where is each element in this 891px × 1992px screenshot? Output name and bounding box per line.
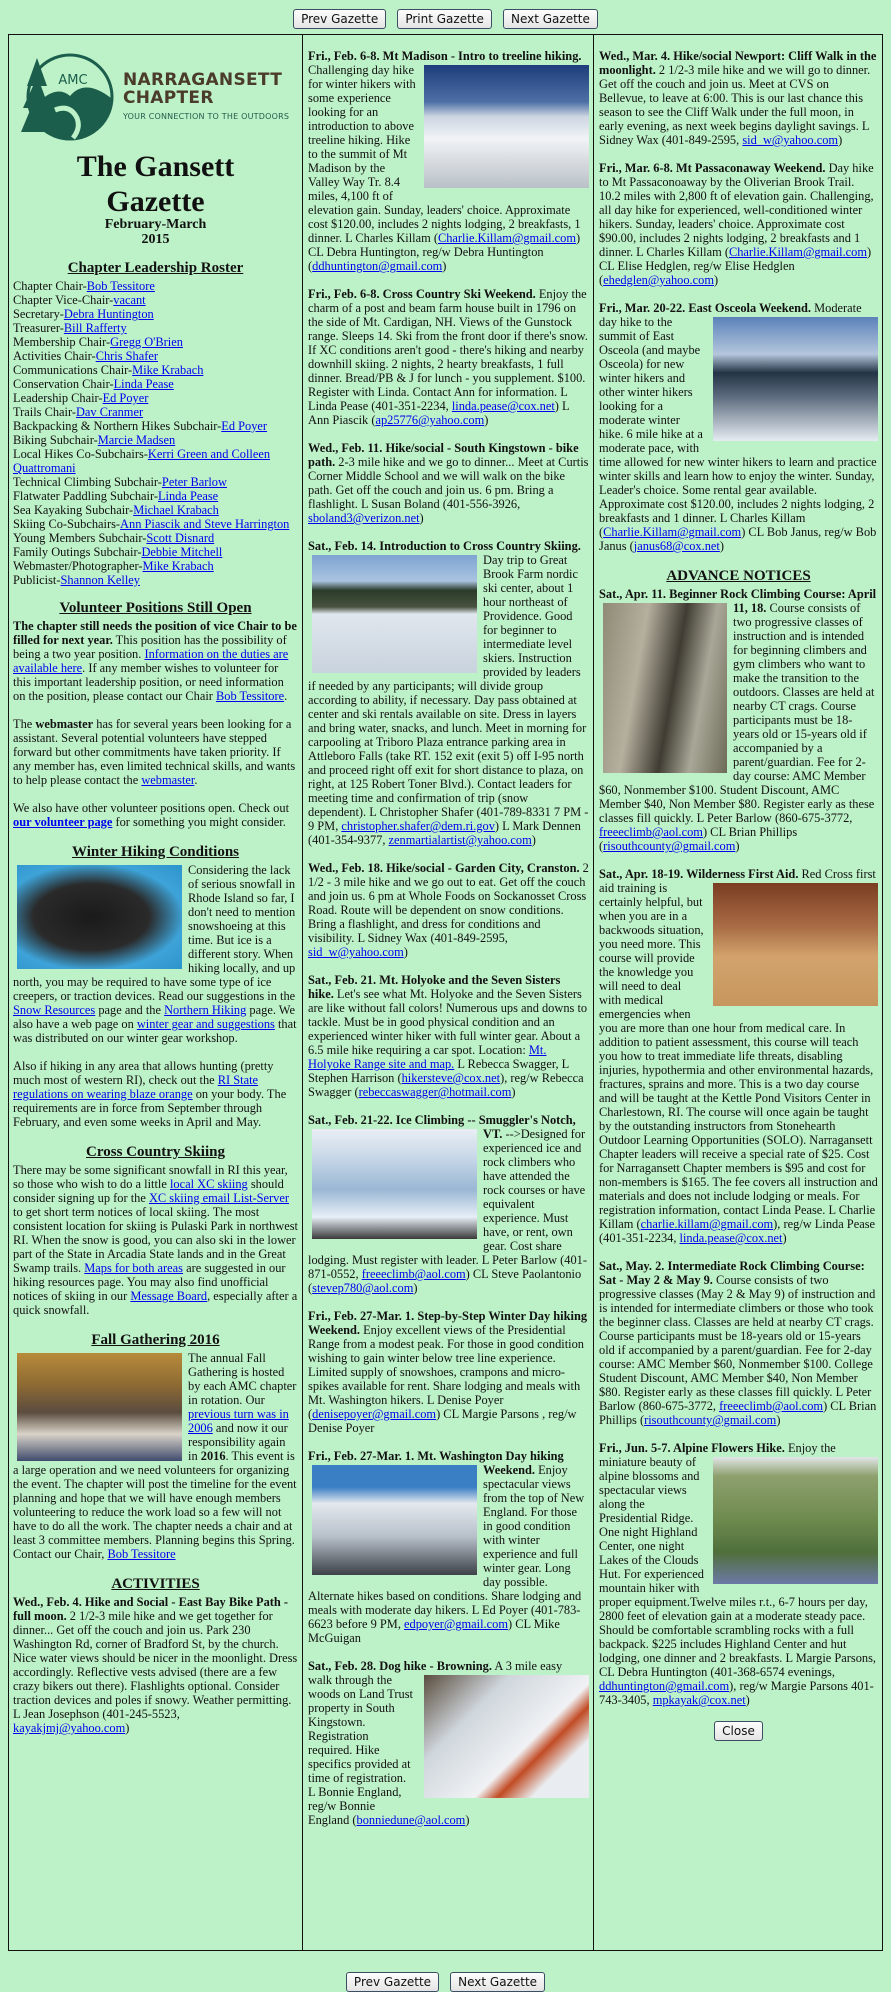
ice-creeper-boot-photo: [17, 865, 182, 969]
body-text: .: [284, 689, 288, 703]
roster-name-link[interactable]: Debbie Mitchell: [141, 545, 223, 559]
bold-text: Sat., Feb. 21. Mt. Holyoke and the Seven Sisters hike.: [308, 973, 561, 1001]
body-text: ) CL Steve Paolantonio (: [308, 1267, 582, 1295]
body-text: ): [719, 539, 724, 553]
inline-link[interactable]: sid_w@yahoo.com: [742, 133, 839, 147]
body-text: We also have other volunteer positions open. Check out: [13, 801, 290, 815]
bold-text: Wed., Feb. 11. Hike/social - South Kingstown - bike path.: [308, 441, 579, 469]
body-text: ) CL Elise Hedglen, reg/w Elise Hedglen (: [599, 245, 872, 287]
fall-heading: Fall Gathering 2016: [91, 1332, 220, 1348]
body-text: Course consists of two progressive classes (May 2 & May 9) of instruction and is intended for intermediate climbers or those who took the beginner class. Classes are held at nearby CT crags. Course participants must be 18-years old or 15-years old if accompanied by a parent/guardian. Fee for 2-day course: AMC Member $60, Nonmember $100. College Student Discount, AMC Member $40, Non Member $80. Register early as these classes fill quickly. L Peter Barlow (860-675-3772,: [599, 1273, 876, 1413]
advance-list: [599, 587, 878, 1707]
inline-link[interactable]: zenmartialartist@yahoo.com: [388, 833, 532, 847]
event-feb28: [308, 1659, 589, 1827]
left-column: [9, 35, 302, 1950]
roster-item: [13, 363, 298, 377]
roster-name-link[interactable]: Marcie Madsen: [97, 433, 176, 447]
roster-role: Chapter Chair-: [13, 279, 87, 293]
inline-link[interactable]: stevep780@aol.com: [312, 1281, 414, 1295]
advance-heading: ADVANCE NOTICES: [666, 568, 811, 584]
body-text: page. We also have a web page on: [13, 1003, 295, 1031]
body-text: Day trip to Great Brook Farm nordic ski center, about 1 hour northeast of Providence. Good for beginner to intermediate level skiers. Instruction provided by leaders if needed by any participants; will divide group according to ability, if necessary. Day pass obtained at center and ski rentals available on site. Dress in layers and bring water, snacks, and lunch. Meet in morning for carpooling at Triboro Plaza entrance parking area in Attleboro Falls (take RT. 152 exit (exit 5) off I-95 north and proceed right off exit for short distance to plaza, on right, at 125 Robert Toner Blvd.). Contact leaders for meeting time and confirmation of trip (snow dependent). L Christopher Shafer (401-789-8331 7 PM - 9 PM,: [308, 553, 589, 833]
inline-link[interactable]: winter gear and suggestions: [136, 1017, 275, 1031]
bold-text: The chapter still needs the position of vice Chair to be filled for next year.: [13, 619, 297, 647]
body-text: ), reg/w Linda Pease (401-351-2234,: [599, 1217, 876, 1245]
body-text: has for several years been looking for a assistant. Several potential volunteers have stepped forward but other commitments have taken priority. If any member has, even limited technical skills, and wants to help please contact the: [13, 717, 296, 787]
body-text: ) CL Mike McGuigan: [308, 1617, 560, 1645]
event-feb14: [308, 539, 589, 847]
body-text: ): [782, 1231, 787, 1245]
print-gazette-button[interactable]: Print Gazette: [397, 9, 492, 29]
body-text: ) CL Bob Janus, reg/w Bob Janus (: [599, 525, 877, 553]
body-text: L Rebecca Swagger, L Stephen Harrison (: [308, 1057, 569, 1085]
amc-logo-text: AMC: [58, 73, 88, 88]
body-text: ) L Mark Dennen (401-354-9377,: [308, 819, 581, 847]
roster-name-link[interactable]: Peter Barlow: [161, 475, 227, 489]
inline-link[interactable]: mpkayak@cox.net: [652, 1693, 746, 1707]
roster-item: [13, 559, 298, 573]
body-text: .: [194, 773, 198, 787]
roster-name-link[interactable]: Ed Poyer: [102, 391, 149, 405]
body-text: on your body. The requirements are in force from September through February, and even some weeks in April and May.: [13, 1087, 287, 1129]
event-may2: [599, 1259, 878, 1427]
roster-role: Publicist-: [13, 573, 61, 587]
leadership-roster: [13, 279, 298, 587]
event-mar4: [599, 49, 878, 147]
roster-name-link[interactable]: Bob Tessitore: [86, 279, 155, 293]
event-feb11: [308, 441, 589, 525]
event-feb21ice: [308, 1113, 589, 1295]
bold-text: Wed., Mar. 4. Hike/social Newport: Cliff Walk in the moonlight.: [599, 49, 877, 77]
roster-name-link[interactable]: Kerri Green and Colleen Quattromani: [13, 447, 271, 475]
bold-text: Wed., Feb. 4. Hike and Social - East Bay Bike Path - full moon.: [13, 1595, 289, 1623]
roster-item: [13, 391, 298, 405]
xc-skiers-field-photo: [312, 555, 477, 673]
inline-link[interactable]: janus68@cox.net: [633, 539, 720, 553]
body-text: ) CL Brian Phillips (: [599, 1399, 877, 1427]
body-text: ), reg/w Rebecca Swagger (: [308, 1071, 584, 1099]
inline-link[interactable]: freeeclimb@aol.com: [599, 825, 703, 839]
roster-name-link[interactable]: Chris Shafer: [95, 349, 158, 363]
gazette-table: [8, 34, 883, 1951]
inline-link[interactable]: denisepoyer@gmail.com: [312, 1407, 437, 1421]
roster-role: Skiing Co-Subchairs-: [13, 517, 121, 531]
body-text: ) L Ann Piascik (: [308, 399, 570, 427]
inline-link[interactable]: Charlie.Killam@gmail.com: [603, 525, 742, 539]
body-text: should consider signing up for the: [13, 1177, 284, 1205]
paragraph: [13, 717, 298, 787]
event-feb4: [13, 1595, 298, 1735]
body-text: Enjoy the charm of a post and beam farm house built in 1796 on the side of Mt. Cardigan, NH. Views of the Gunstock range. Sleeps 14. Ski from the front door if there's snow. If XC conditions aren't good - there's hiking and nearby downhill skiing. 2 nights, 2 hearty breakfasts, 1 full dinner. Bread/PB & J for lunch - you supplement. $100. Register with Linda. Contact Ann for information. L Linda Pease (401-351-2234,: [308, 287, 588, 413]
body-text: ): [413, 1281, 418, 1295]
roster-role: Technical Climbing Subchair-: [13, 475, 162, 489]
inline-link[interactable]: sid_w@yahoo.com: [308, 945, 404, 959]
event-apr11: [599, 587, 878, 853]
roster-role: Flatwater Paddling Subchair-: [13, 489, 158, 503]
next-gazette-button[interactable]: Next Gazette: [503, 9, 598, 29]
roster-item: [13, 419, 298, 433]
inline-link[interactable]: webmaster: [141, 773, 195, 787]
roster-role: Webmaster/Photographer-: [13, 559, 143, 573]
roster-item: [13, 489, 298, 503]
activities-list-col3: [599, 49, 878, 553]
roster-name-link[interactable]: Ed Poyer: [221, 419, 268, 433]
top-nav: [0, 9, 891, 29]
prev-gazette-button-bottom[interactable]: Prev Gazette: [346, 1972, 439, 1992]
body-text: ): [442, 259, 447, 273]
body-text: Let's see what Mt. Holyoke and the Seven Sisters are like without fall colors! Numerous ups and downs to tackle. Must be in good physical condition and an experienced winter hiker with full winter gear. About a 6.5 mile hike requiring a car spot. Location:: [308, 987, 588, 1057]
fall-section: [13, 1351, 298, 1561]
inline-link[interactable]: charlie.killam@gmail.com: [640, 1217, 774, 1231]
paragraph: [13, 1059, 298, 1129]
inline-link[interactable]: linda.pease@cox.net: [679, 1231, 783, 1245]
inline-link[interactable]: sboland3@verizon.net: [308, 511, 420, 525]
roster-role: Biking Subchair-: [13, 433, 98, 447]
gazette-title-line2: Gazette: [106, 185, 205, 218]
body-text: Day hike to Mt Passaconoaway by the Oliverian Brook Trail. 10.2 miles with 2,800 ft of elevation gain. Challenging, all day hike for experienced, well-conditioned winter hikers. Sunday, leaders' choice. Approximate cost $90.00, includes 2 nights lodging, 2 breakfasts and 1 dinner. L Charles Killam (: [599, 161, 874, 259]
roster-item: [13, 531, 298, 545]
body-text: Considering the lack of serious snowfall in Rhode Island so far, I don't need to mention snowshoeing at this time. But ice is a different story. When hiking locally, and up north, you may be required to have some type of ice creepers, or traction devices. Read our suggestions in the: [13, 863, 296, 1003]
activities-list-col1: [13, 1595, 298, 1735]
bold-text: Fri., Feb. 6-8. Cross Country Ski Weekend.: [308, 287, 536, 301]
body-text: A 3 mile easy walk through the woods on Land Trust property in South Kingstown. Registration required. Hike specifics provided at time of registration. L Bonnie England, reg/w Bonnie England (: [308, 1659, 563, 1827]
roster-item: [13, 335, 298, 349]
roster-name-link[interactable]: Mike Krabach: [142, 559, 214, 573]
inline-link[interactable]: ap25776@yahoo.com: [375, 413, 485, 427]
event-feb6a: [308, 49, 589, 273]
inline-link[interactable]: ddhuntington@gmail.com: [312, 259, 443, 273]
bold-text: Sat., Apr. 11. Beginner Rock Climbing Course: April 11, 18.: [599, 587, 877, 615]
body-text: that was distributed on our winter gear workshop.: [13, 1017, 297, 1045]
close-button[interactable]: Close: [714, 1721, 763, 1741]
fall-gathering-buffet-photo: [17, 1353, 182, 1461]
inline-link[interactable]: linda.pease@cox.net: [451, 399, 555, 413]
body-text: to get short term notices of local skiing. The most consistent location for skiing is Pulaski Park in northwest RI. When the snow is good, you can also ski in the lower part of the State in Arcadia State lands and in the Great Swamp trails.: [13, 1205, 298, 1275]
inline-link[interactable]: Bob Tessitore: [107, 1547, 176, 1561]
event-feb6b: [308, 287, 589, 427]
body-text: and now it our responsibility again in: [188, 1421, 288, 1463]
roster-role: Activities Chair-: [13, 349, 96, 363]
activities-heading: ACTIVITIES: [111, 1576, 200, 1592]
xc-heading: Cross Country Skiing: [86, 1144, 225, 1160]
body-text: ) CL Brian Phillips (: [599, 825, 798, 853]
activities-list-col2: [308, 49, 589, 1827]
body-text: 2 1/2-3 mile hike and we get together for dinner... Get off the couch and join us. Park 230 Washington Rd, corner of Bradford St, by the church. Nice water views should be nicer in the moonlight. Dress accordingly. Reflective vests advised (there are a few crazy bikers out there). Flashlights optional. Consider traction devices and poles if snowy. Weather permitting. L Jean Josephson (401-245-5523,: [13, 1609, 298, 1721]
inline-link[interactable]: risouthcounty@gmail.com: [603, 839, 736, 853]
inline-link[interactable]: kayakjmj@yahoo.com: [13, 1721, 126, 1735]
event-jun5: [599, 1441, 878, 1707]
gazette-title-line1: The Gansett: [76, 150, 235, 183]
roster-name-link[interactable]: Bill Rafferty: [63, 321, 127, 335]
ice-climbing-photo: [312, 1129, 477, 1239]
next-gazette-button-bottom[interactable]: Next Gazette: [450, 1972, 545, 1992]
roster-heading: Chapter Leadership Roster: [67, 260, 244, 276]
body-text: ): [745, 1693, 750, 1707]
roster-role: Local Hikes Co-Subchairs-: [13, 447, 148, 461]
bottom-nav: [0, 1972, 891, 1992]
roster-item: [13, 475, 298, 489]
body-text: are suggested in our hiking resources page. You may also find unofficial notices of skiing in our: [13, 1261, 286, 1303]
rock-climber-photo: [603, 603, 727, 773]
inline-link[interactable]: rebeccaswagger@hotmail.com: [358, 1085, 512, 1099]
bold-text: Sat., Apr. 18-19. Wilderness First Aid.: [599, 867, 799, 881]
roster-role: Family Outings Subchair-: [13, 545, 142, 559]
issue-year: 2015: [141, 232, 170, 247]
roster-name-link[interactable]: Scott Disnard: [146, 531, 215, 545]
inline-link[interactable]: Message Board: [130, 1289, 208, 1303]
roster-role: Conservation Chair-: [13, 377, 114, 391]
body-text: This position has the possibility of being a two year position.: [13, 633, 287, 661]
roster-role: Chapter Vice-Chair-: [13, 293, 114, 307]
roster-name-link[interactable]: Gregg O'Brien: [110, 335, 183, 349]
body-text: The: [13, 717, 36, 731]
body-text: 2 1/2-3 mile hike and we will go to dinner. Get off the couch and join us. Meet at CVS on Bellevue, to leave at 6:00. This is our last chance this season to see the Cliff Walk under the full moon, in early evening, as next week begins daylight savings. L Sidney Wax (401-849-2595,: [599, 63, 871, 147]
body-text: Enjoy excellent views of the Presidential Range from a modest peak. For those in good condition wishing to gain winter below tree line experience. Limited supply of snowshoes, crampons and micro-spikes available for rent. Share lodging and meals with Mt. Washington hikers. L Denise Poyer (: [308, 1323, 584, 1421]
amc-tree-mountain-icon: [15, 48, 117, 146]
body-text: ): [125, 1721, 130, 1735]
roster-role: Sea Kayaking Subchair-: [13, 503, 134, 517]
issue-period: February-March: [104, 217, 207, 232]
volunteer-section: [13, 619, 298, 829]
roster-role: Treasurer-: [13, 321, 64, 335]
masthead: [13, 151, 298, 247]
body-text: ): [511, 1085, 516, 1099]
roster-name-link[interactable]: Debra Huntington: [63, 307, 154, 321]
roster-item: [13, 349, 298, 363]
inline-link[interactable]: edpoyer@gmail.com: [404, 1617, 508, 1631]
winter-heading: Winter Hiking Conditions: [72, 844, 239, 860]
roster-item: [13, 433, 298, 447]
body-text: ): [403, 945, 408, 959]
roster-name-link[interactable]: Dav Cranmer: [75, 405, 144, 419]
mt-madison-photo: [424, 65, 589, 188]
roster-name-link[interactable]: Linda Pease: [157, 489, 219, 503]
bold-text: Fri., Feb. 6-8. Mt Madison - Intro to treeline hiking.: [308, 49, 582, 63]
prev-gazette-button[interactable]: Prev Gazette: [293, 9, 386, 29]
body-text: Moderate day hike to the summit of East Osceola (and maybe Osceola) for new winter hikers and other winter hikers looking for a moderate winter hike. 6 mile hike at a moderate pace, with time allowed for new winter hikers to learn and practice winter skills and learn how to enjoy the winter. Sunday, Leader's choice. Some rental gear available. Approximate cost $120.00, includes 2 nights lodging, 2 breakfasts and 1 dinner. L Charles Killam (: [599, 301, 877, 539]
paragraph: [13, 863, 298, 1045]
roster-name-link[interactable]: Mike Krabach: [132, 363, 204, 377]
body-text: . If any member wishes to volunteer for this important leadership position, or need information on the position, please contact our Chair: [13, 661, 284, 703]
inline-link[interactable]: Charlie.Killam@gmail.com: [728, 245, 868, 259]
event-feb27a: [308, 1309, 589, 1435]
right-column: [593, 35, 882, 1950]
body-text: ): [419, 511, 424, 525]
body-text: ): [531, 833, 536, 847]
roster-item: [13, 545, 298, 559]
inline-link[interactable]: hikersteve@cox.net: [401, 1071, 501, 1085]
roster-role: Leadership Chair-: [13, 391, 103, 405]
inline-link[interactable]: Mt. Holyoke Range site and map.: [308, 1043, 547, 1071]
mt-washington-photo: [312, 1465, 477, 1575]
body-text: ): [465, 1813, 470, 1827]
body-text: ) CL Debra Huntington, reg/w Debra Huntington (: [308, 231, 581, 273]
logo-name-line1: NARRAGANSETT: [123, 69, 283, 90]
inline-link[interactable]: risouthcounty@gmail.com: [644, 1413, 777, 1427]
inline-link[interactable]: Bob Tessitore: [216, 689, 285, 703]
inline-link[interactable]: Charlie.Killam@gmail.com: [437, 231, 577, 245]
roster-role: Communications Chair-: [13, 363, 133, 377]
alpine-flowers-photo: [713, 1457, 878, 1584]
inline-link[interactable]: Snow Resources: [13, 1003, 96, 1017]
roster-item: [13, 293, 298, 307]
body-text: ): [484, 413, 489, 427]
roster-name-link[interactable]: Michael Krabach: [133, 503, 219, 517]
roster-item: [13, 307, 298, 321]
inline-link[interactable]: RI State regulations on wearing blaze orange: [13, 1073, 259, 1101]
inline-link[interactable]: Northern Hiking: [164, 1003, 247, 1017]
event-feb18: [308, 861, 589, 959]
body-text: The annual Fall Gathering is hosted by each AMC chapter in rotation. Our: [188, 1351, 297, 1407]
event-mar6: [599, 161, 878, 287]
roster-role: Trails Chair-: [13, 405, 76, 419]
roster-role: Backpacking & Northern Hikes Subchair-: [13, 419, 222, 433]
roster-item: [13, 405, 298, 419]
body-text: ): [735, 839, 740, 853]
inline-link[interactable]: our volunteer page: [13, 815, 113, 829]
body-text: Enjoy spectacular views from the top of New England. For those in good condition with winter experience and full winter gear. Long day possible. Alternate hikes based on conditions. Share lodging and meals with moderate day hikers. L Ed Poyer (401-783-6623 before 9 PM,: [308, 1463, 585, 1631]
amc-logo: [15, 47, 298, 147]
bold-text: Sat., May. 2. Intermediate Rock Climbing Course: Sat - May 2 & May 9.: [599, 1259, 865, 1287]
paragraph: [13, 801, 298, 829]
body-text: page and the: [95, 1003, 165, 1017]
inline-link[interactable]: freeeclimb@aol.com: [361, 1267, 466, 1281]
bold-text: Fri., Feb. 27-Mar. 1. Step-by-Step Winter Day hiking Weekend.: [308, 1309, 588, 1337]
logo-name-line2: CHAPTER: [123, 87, 214, 108]
roster-item: [13, 377, 298, 391]
bold-text: Fri., Mar. 20-22. East Osceola Weekend.: [599, 301, 812, 315]
east-osceola-photo: [713, 317, 878, 441]
bold-text: webmaster: [35, 717, 94, 731]
roster-item: [13, 517, 298, 531]
inline-link[interactable]: christopher.shafer@dem.ri.gov: [341, 819, 495, 833]
winter-section: [13, 863, 298, 1129]
roster-item: [13, 573, 298, 587]
body-text: ): [838, 133, 843, 147]
body-text: . This event is a large operation and we need volunteers for organizing the event. The chapter will post the timeline for the event planning and hope that we will have enough members volunteering to reduce the work load so a few will not have to do all the work. The chapter needs a chair and at least 3 committee members. Planning begins this Spring. Contact our Chair,: [13, 1449, 297, 1561]
roster-role: Membership Chair-: [13, 335, 111, 349]
chapter-wordmark: [123, 71, 289, 124]
body-text: Red Cross first aid training is certainly helpful, but when you are in a backwoods situation, you need more. This course will provide the knowledge you will need to deal with medical emergencies when you are more than one hour from medical care. In addition to patient assessment, this course will teach you how to treat immediate life threats, disabling injuries, hypothermia and other environmental hazards, fractures, sprains and more. This is a two day course and will be taught at the Kettle Pond Visitors Center in Charlestown, RI. The course will once again be taught by the outstanding instructors from Stonehearth Outdoor Learning Opportunities (SOLO). Narragansett Chapter leaders will receive a special rate of $25. Cost for Narragansett Chapter members is $95 and cost for non-members is $165. The fee covers all instruction and materials and does not include lodging or meals. For registration information, contact Linda Pease. L Charlie Killam (: [599, 867, 878, 1231]
body-text: ) CL Margie Parsons , reg/w Denise Poyer: [308, 1407, 577, 1435]
event-apr18: [599, 867, 878, 1245]
bold-text: Fri., Jun. 5-7. Alpine Flowers Hike.: [599, 1441, 785, 1455]
inline-link[interactable]: ddhuntington@gmail.com: [599, 1679, 730, 1693]
bold-text: Fri., Mar. 6-8. Mt Passaconaway Weekend.: [599, 161, 826, 175]
body-text: -->Designed for experienced ice and rock climbers who have attended the rock courses or have equivalent experience. Must have, or rent, own gear. Cost share lodging. Must register with leader. L Peter Barlow (401-871-0552,: [308, 1127, 587, 1281]
roster-item: [13, 503, 298, 517]
inline-link[interactable]: local XC skiing: [169, 1177, 248, 1191]
body-text: Enjoy the miniature beauty of alpine blossoms and spectacular views along the Presidential Ridge. One night Highland Center, one night Lakes of the Clouds Hut. For experienced mountain hiker with proper equipment.Twelve miles r.t., 6-7 hours per day, 2800 feet of elevation gain at a moderate steady pace. Should be comfortable scrambling rocks with a full backpack. $225 includes Highland Center and hut lodging, one dinner and 2 breakfasts. L Margie Parsons, CL Debra Huntington (401-368-6574 evenings,: [599, 1441, 877, 1679]
body-text: There may be some significant snowfall in RI this year, so those who wish to do a little: [13, 1163, 288, 1191]
middle-column: [302, 35, 593, 1950]
event-feb21: [308, 973, 589, 1099]
inline-link[interactable]: Information on the duties are available here: [13, 647, 289, 675]
body-text: 2-3 mile hike and we go to dinner... Meet at Curtis Corner Middle School and we will walk on the bike path. Get off the couch and join us. 6 pm. Bring a flashlight. L Susan Boland (401-556-3926,: [308, 455, 589, 511]
inline-link[interactable]: Maps for both areas: [84, 1261, 183, 1275]
bold-text: 2016: [200, 1449, 226, 1463]
bold-text: Sat., Feb. 21-22. Ice Climbing -- Smuggler's Notch, VT.: [308, 1113, 576, 1141]
body-text: Challenging day hike for winter hikers with some experience looking for an introduction to above treeline hiking. Hike to the summit of Mt Madison by the Valley Way Tr. 8.4 miles, 4,100 ft of elevation gain. Sunday, leaders' choice. Approximate cost $120.00, includes 2 nights lodging, 2 breakfasts, 1 dinner. L Charles Killam (: [308, 63, 581, 245]
body-text: ): [776, 1413, 781, 1427]
body-text: 2 1/2 - 3 mile hike and we go out to eat. Get off the couch and join us. 6 pm at Whole Foods on Sockanosset Cross Road. Route will be dependent on snow conditions. Bring a flashlight, and dress for conditions and visibility. L Sidney Wax (401-849-2595,: [308, 861, 589, 945]
body-text: , especially after a quick snowfall.: [13, 1289, 298, 1317]
bold-text: Wed., Feb. 18. Hike/social - Garden City, Cranston.: [308, 861, 580, 875]
inline-link[interactable]: XC skiing email List-Server: [148, 1191, 289, 1205]
xc-section: [13, 1163, 298, 1317]
inline-link[interactable]: freeeclimb@aol.com: [719, 1399, 824, 1413]
body-text: Also if hiking in any area that allows hunting (pretty much most of western RI), check out the: [13, 1059, 274, 1087]
paragraph: [13, 1163, 298, 1317]
inline-link[interactable]: bonniedune@aol.com: [356, 1813, 466, 1827]
volunteer-heading: Volunteer Positions Still Open: [59, 600, 252, 616]
dog-hike-photo: [424, 1675, 589, 1798]
body-text: ): [714, 273, 719, 287]
event-feb27b: [308, 1449, 589, 1645]
event-mar20: [599, 301, 878, 553]
roster-name-link[interactable]: Shannon Kelley: [60, 573, 140, 587]
roster-name-link[interactable]: vacant: [113, 293, 146, 307]
roster-item: [13, 279, 298, 293]
body-text: ), reg/w Margie Parsons 401-743-3405,: [599, 1679, 874, 1707]
body-text: Course consists of two progressive classes of instruction and is intended for beginning climbers and gym climbers who want to make the transition to the outdoors. Classes are held at nearby CT crags. Course participants must be 18-years old or 15-years old if accompanied by a parent/guardian. Fee for 2-day course: AMC Member $60, Nonmember $100. Student Discount, AMC Member $40, Non Member $80. Register early as these classes fill quickly. L Peter Barlow (860-675-3772,: [599, 601, 875, 825]
roster-role: Young Members Subchair-: [13, 531, 147, 545]
bold-text: Sat., Feb. 14. Introduction to Cross Country Skiing.: [308, 539, 581, 553]
bold-text: Fri., Feb. 27-Mar. 1. Mt. Washington Day hiking Weekend.: [308, 1449, 564, 1477]
roster-item: [13, 321, 298, 335]
roster-name-link[interactable]: Linda Pease: [113, 377, 174, 391]
roster-item: [13, 447, 298, 475]
body-text: for something you might consider.: [112, 815, 286, 829]
bold-text: Sat., Feb. 28. Dog hike - Browning.: [308, 1659, 492, 1673]
paragraph: [13, 619, 298, 703]
roster-name-link[interactable]: Ann Piascik and Steve Harrington: [120, 517, 290, 531]
inline-link[interactable]: ehedglen@yahoo.com: [603, 273, 714, 287]
paragraph: [13, 1351, 298, 1561]
logo-tagline: YOUR CONNECTION TO THE OUTDOORS: [123, 111, 290, 121]
inline-link[interactable]: previous turn was in 2006: [188, 1407, 289, 1435]
first-aid-class-photo: [713, 883, 878, 1006]
roster-role: Secretary-: [13, 307, 64, 321]
